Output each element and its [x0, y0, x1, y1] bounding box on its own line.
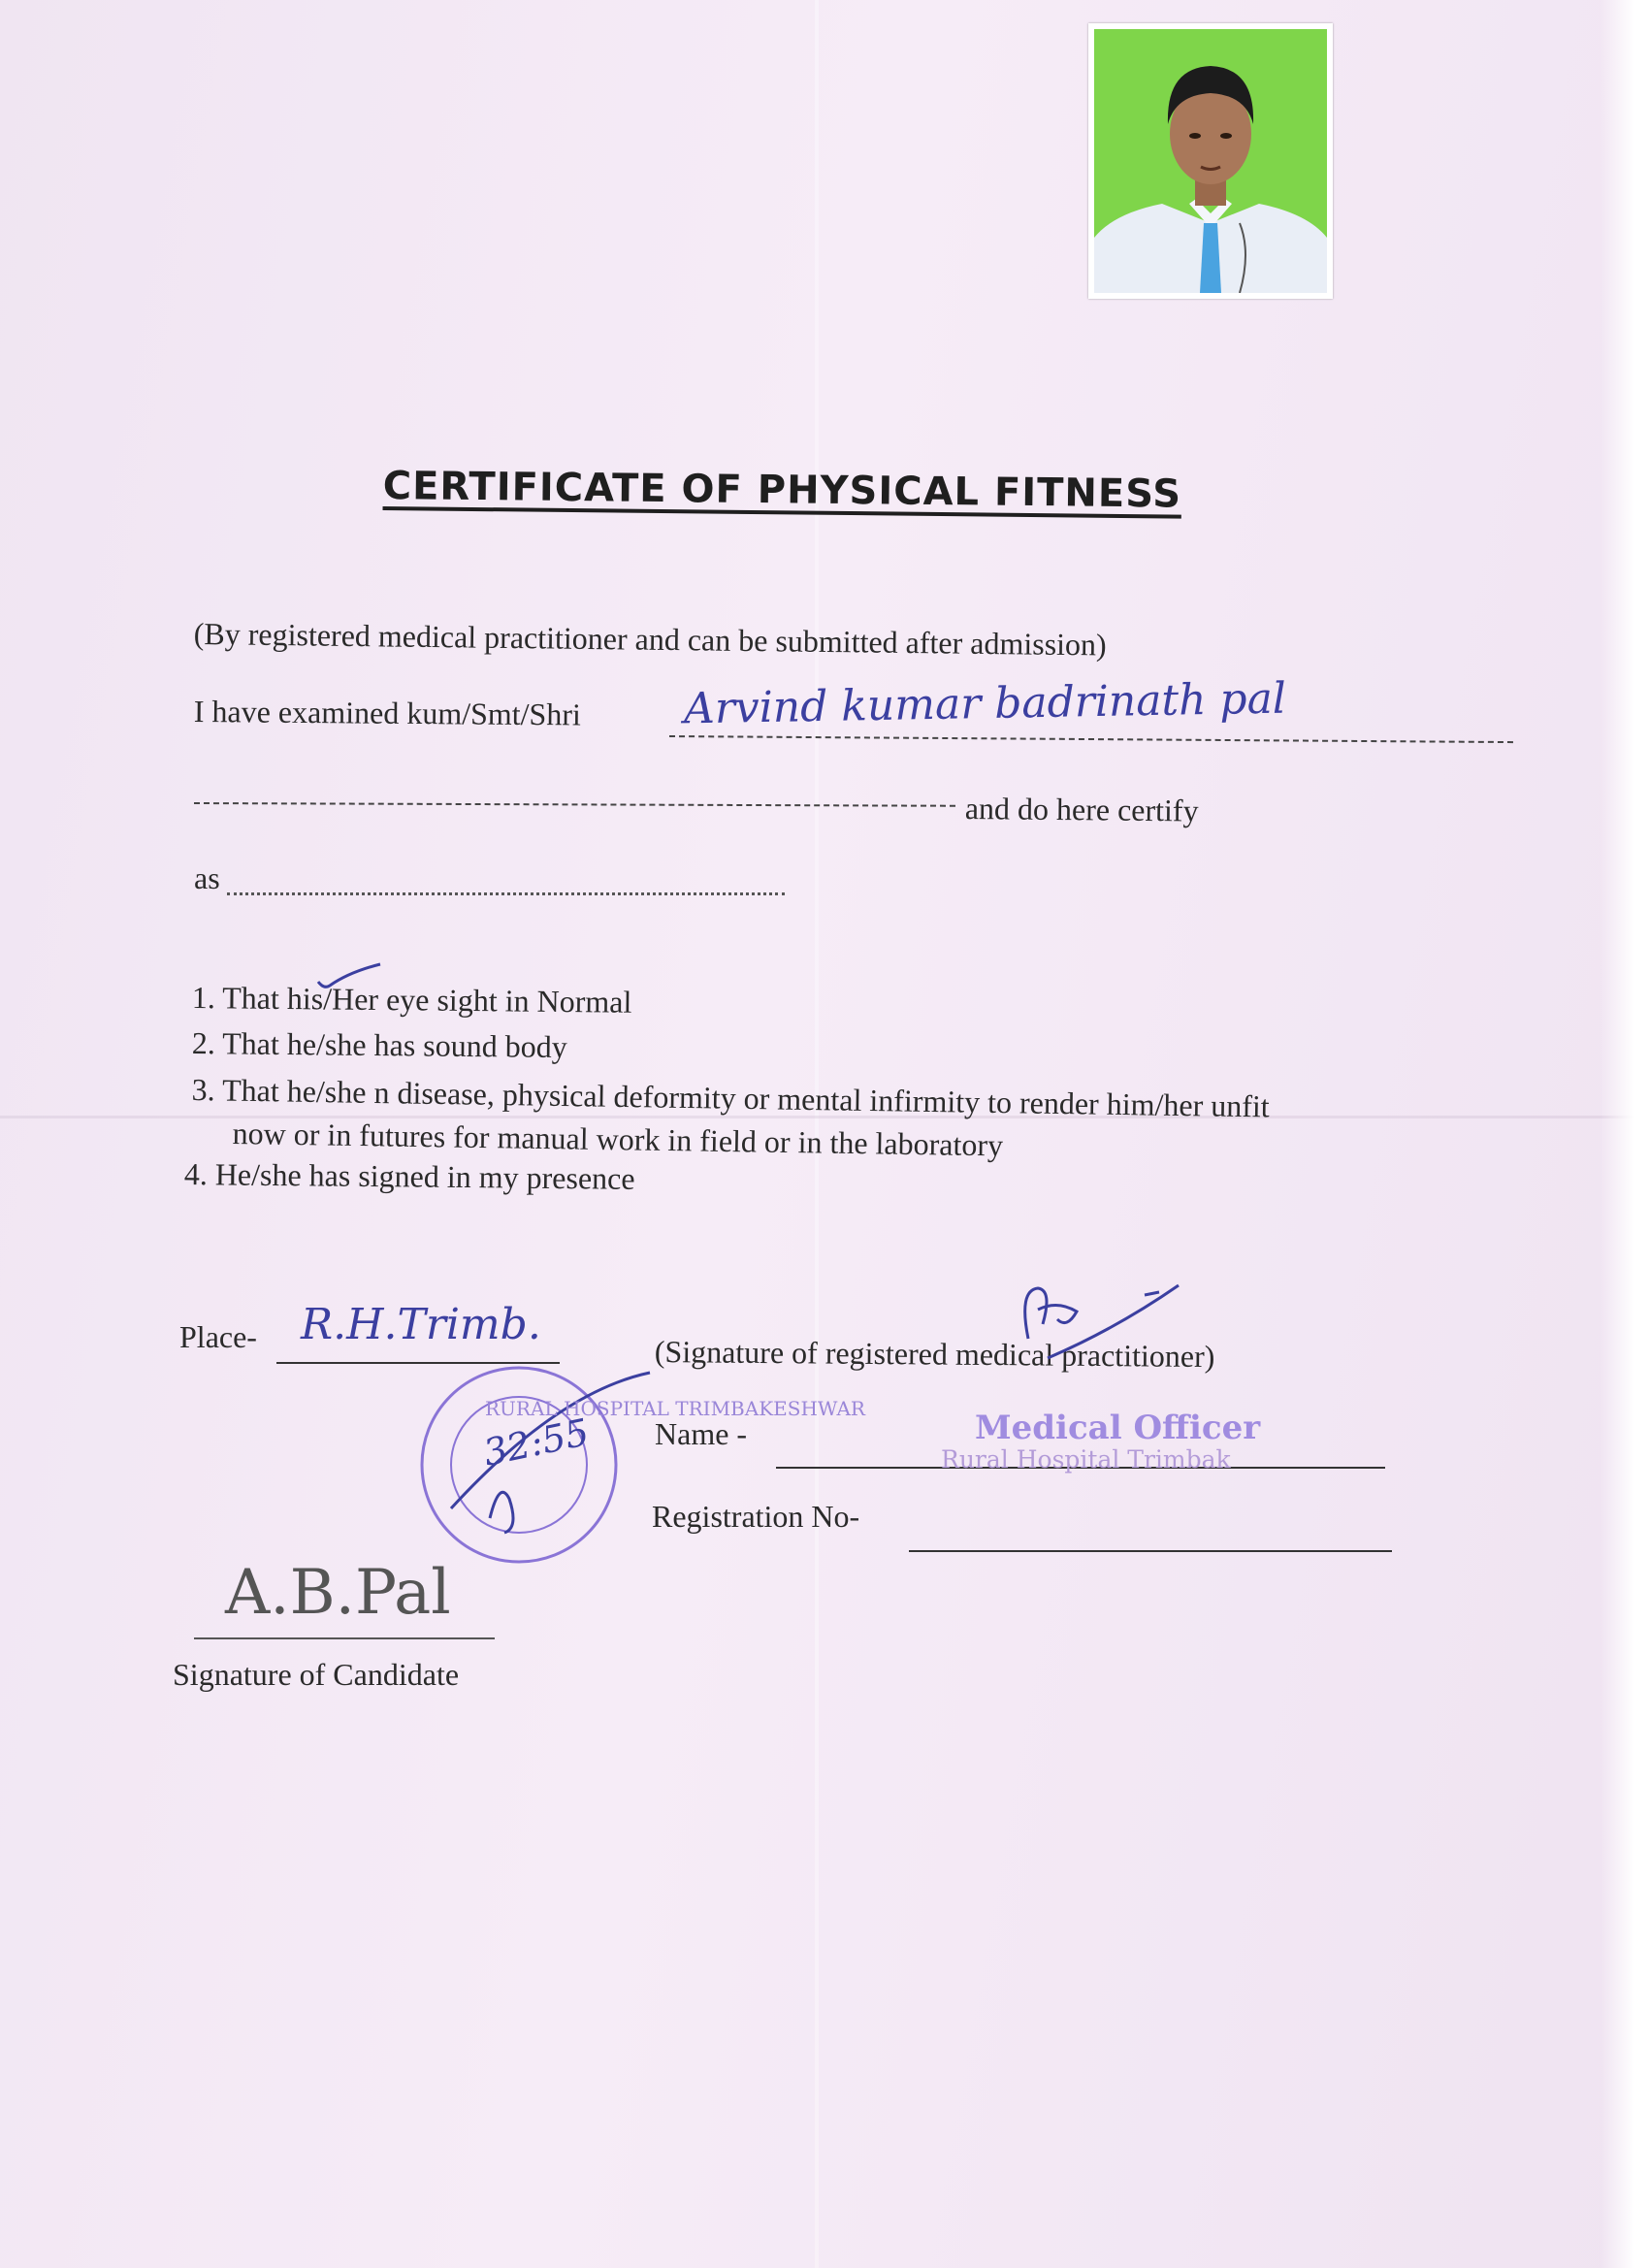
practitioner-signature-label: (Signature of registered medical practitioner): [654, 1334, 1215, 1375]
place-label: Place-: [179, 1319, 257, 1354]
round-stamp-number: 32:55: [479, 1410, 593, 1474]
item-1-text: That his/Her eye sight in Normal: [222, 980, 632, 1020]
item-3-text: That he/she n disease, physical deformity or mental infirmity to render him/her unfit: [221, 1072, 1270, 1124]
as-dotted-line: [227, 892, 785, 895]
item-1: [192, 980, 632, 1021]
item-4-number: 4.: [183, 1156, 208, 1192]
candidate-signature-label: Signature of Candidate: [173, 1657, 460, 1692]
practitioner-signature-icon: [999, 1271, 1183, 1368]
place-handwritten: R.H.Trimb.: [301, 1300, 541, 1349]
registration-line: [909, 1550, 1392, 1552]
tick-mark-icon: [310, 960, 388, 999]
continuation-line: [194, 802, 955, 807]
round-stamp-text: RURAL HOSPITAL TRIMBAKESHWAR: [485, 1397, 865, 1420]
examined-prefix: I have examined kum/Smt/Shri: [193, 694, 582, 732]
item-3-continuation: now or in futures for manual work in field or in the laboratory: [232, 1116, 1004, 1163]
item-2-number: 2.: [191, 1025, 215, 1061]
candidate-photo: [1088, 23, 1333, 299]
medical-officer-stamp-subtitle: Rural Hospital Trimbak: [941, 1445, 1231, 1474]
certify-text: and do here certify: [964, 791, 1199, 828]
item-3-number: 3.: [191, 1072, 215, 1108]
as-label: as: [194, 860, 220, 895]
item-4: [184, 1156, 635, 1197]
scan-edge: [1600, 0, 1649, 2268]
item-2-text: That he/she has sound body: [222, 1025, 567, 1065]
item-2: [192, 1025, 567, 1065]
certificate-subtitle: (By registered medical practitioner and can be submitted after admission): [193, 616, 1107, 663]
candidate-signature-handwritten: A.B.Pal: [225, 1557, 451, 1629]
medical-officer-stamp-title: Medical Officer: [975, 1409, 1261, 1447]
candidate-name-handwritten: Arvind kumar badrinath pal: [683, 673, 1287, 734]
item-1-number: 1.: [191, 980, 215, 1016]
candidate-signature-line: [194, 1637, 495, 1639]
candidate-name-line: [669, 735, 1513, 743]
item-4-text: He/she has signed in my presence: [214, 1156, 635, 1196]
registration-label: Registration No-: [652, 1499, 860, 1534]
certificate-title: CERTIFICATE OF PHYSICAL FITNESS: [382, 464, 1182, 517]
candidate-photo-image: [1094, 29, 1327, 293]
name-label: Name -: [655, 1416, 748, 1451]
